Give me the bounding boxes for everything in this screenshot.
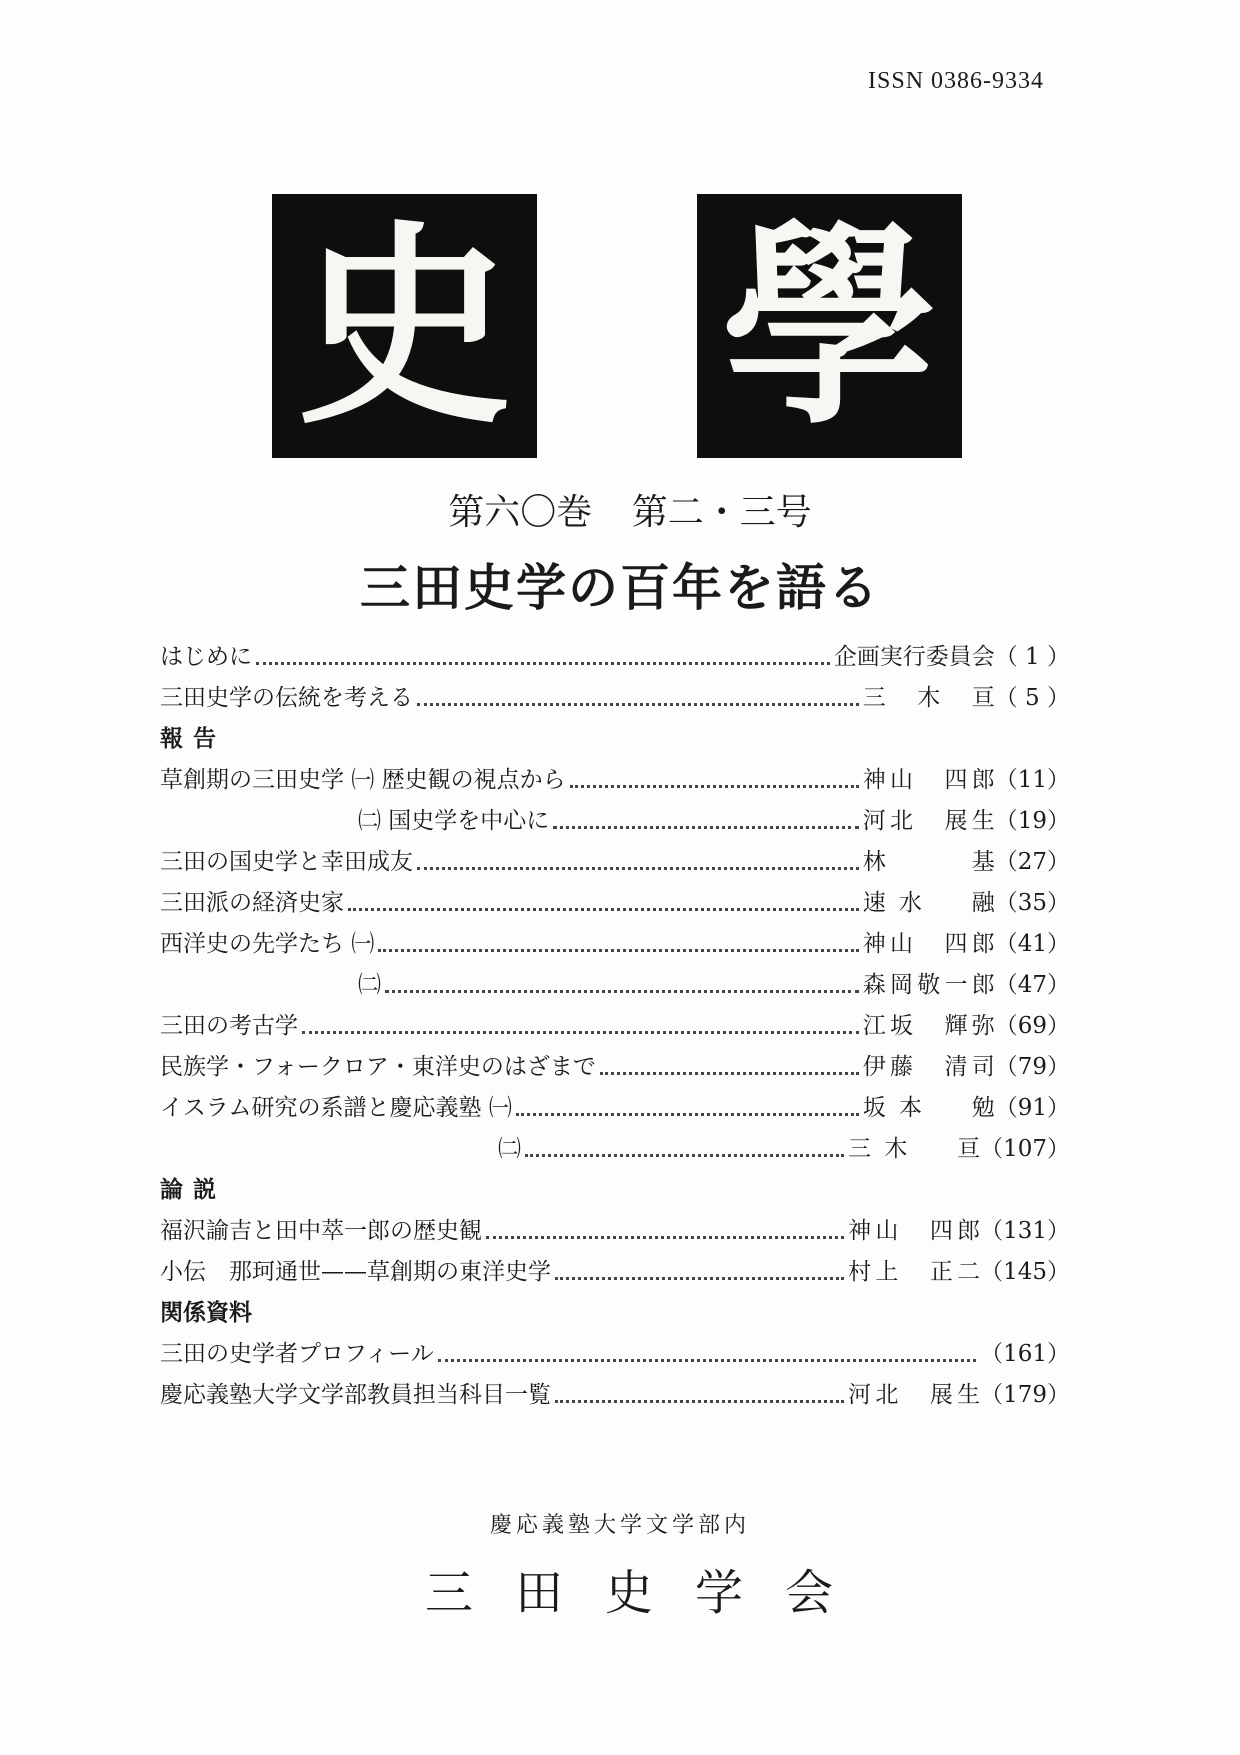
table-of-contents: [160, 630, 1070, 1409]
section-heading-report: [160, 712, 1070, 753]
leader-dots: [417, 703, 859, 706]
toc-entry[interactable]: [160, 1122, 1070, 1163]
journal-logo-left: [272, 194, 537, 458]
leader-dots: [555, 1277, 844, 1280]
toc-entry[interactable]: [160, 835, 1070, 876]
toc-entry-title: 民族学・フォークロア・東洋史のはざまで: [160, 1054, 596, 1080]
toc-entry-title: イスラム研究の系譜と慶応義塾 ㈠: [160, 1095, 512, 1121]
toc-entry[interactable]: [160, 876, 1070, 917]
leader-dots: [385, 990, 859, 993]
leader-dots: [553, 826, 858, 829]
toc-entry[interactable]: [160, 1245, 1070, 1286]
toc-entry[interactable]: [160, 1040, 1070, 1081]
leader-dots: [555, 1400, 844, 1403]
toc-entry-title: 慶応義塾大学文学部教員担当科目一覧: [160, 1382, 551, 1408]
toc-entry-author: 江坂 輝弥: [862, 1013, 995, 1039]
toc-entry-author: 神山 四郎: [848, 1218, 981, 1244]
leader-dots: [525, 1154, 844, 1157]
issue-number: 第二・三号: [631, 492, 812, 533]
toc-entry[interactable]: [160, 958, 1070, 999]
toc-entry-author: 森岡敬一郎: [862, 972, 995, 998]
logo-char-right: 學: [722, 199, 937, 453]
toc-entry-author: 河北 展生: [862, 808, 995, 834]
toc-entry-title: 三田の考古学: [160, 1013, 298, 1039]
journal-logo-right: [697, 194, 962, 458]
toc-entry[interactable]: [160, 630, 1070, 671]
section-heading-essay: [160, 1163, 1070, 1204]
toc-entry-page: （145）: [980, 1259, 1070, 1285]
publisher-affiliation: 慶応義塾大学文学部内: [489, 1513, 750, 1538]
logo-char-left: 史: [297, 199, 512, 453]
toc-entry-author: 伊藤 清司: [862, 1054, 995, 1080]
toc-entry-page: （35）: [994, 890, 1070, 916]
toc-entry-author: 神山 四郎: [862, 931, 995, 957]
toc-entry-page: （ 1 ）: [994, 644, 1070, 670]
toc-entry-page: （41）: [994, 931, 1070, 957]
leader-dots: [516, 1113, 859, 1116]
toc-entry-title: 草創期の三田史学 ㈠ 歴史観の視点から: [160, 767, 566, 793]
toc-group-top: [160, 630, 1070, 712]
toc-entry[interactable]: [160, 794, 1070, 835]
toc-entry-page: （47）: [994, 972, 1070, 998]
toc-entry-author: 村上 正二: [848, 1259, 981, 1285]
leader-dots: [438, 1359, 976, 1362]
toc-entry-page: （19）: [994, 808, 1070, 834]
toc-entry-author: 神山 四郎: [862, 767, 995, 793]
leader-dots: [302, 1031, 859, 1034]
volume-number: 第六〇巻: [448, 492, 593, 533]
toc-entry-title: はじめに: [160, 644, 252, 670]
toc-entry-author: 企画実行委員会: [833, 644, 995, 670]
leader-dots: [486, 1236, 844, 1239]
leader-dots: [417, 867, 859, 870]
toc-entry-title: 三田の史学者プロフィール: [160, 1341, 434, 1367]
toc-group-materials: [160, 1327, 1070, 1409]
toc-entry-author: 三木 亘: [848, 1136, 981, 1162]
toc-entry-title: ㈡: [498, 1136, 521, 1162]
toc-entry-page: （79）: [994, 1054, 1070, 1080]
toc-group-essay: [160, 1204, 1070, 1286]
publisher-name: 三田史学会: [424, 1565, 875, 1621]
toc-entry-title: 三田派の経済史家: [160, 890, 344, 916]
toc-entry-author: 林 基: [862, 849, 995, 875]
leader-dots: [570, 785, 859, 788]
toc-entry-page: （161）: [980, 1341, 1070, 1367]
section-heading-label: 関係資料: [160, 1299, 252, 1326]
toc-entry-title: 小伝 那珂通世——草創期の東洋史学: [160, 1259, 551, 1285]
toc-entry[interactable]: [160, 753, 1070, 794]
volume-line: [0, 484, 1240, 535]
toc-group-report: [160, 753, 1070, 1163]
toc-entry-title: ㈡ 国史学を中心に: [358, 808, 550, 834]
toc-entry-title: 三田の国史学と幸田成友: [160, 849, 413, 875]
leader-dots: [256, 662, 830, 665]
section-heading-label: 論説: [160, 1176, 226, 1203]
toc-entry[interactable]: [160, 1327, 1070, 1368]
section-heading-label: 報告: [160, 725, 226, 752]
issue-title: 三田史学の百年を語る: [360, 558, 880, 617]
toc-entry-page: （131）: [980, 1218, 1070, 1244]
toc-entry-page: （27）: [994, 849, 1070, 875]
leader-dots: [600, 1072, 859, 1075]
toc-entry-author: 三 木 亘: [862, 685, 995, 711]
toc-entry-title: ㈡: [358, 972, 381, 998]
toc-entry[interactable]: [160, 1081, 1070, 1122]
toc-entry[interactable]: [160, 999, 1070, 1040]
toc-entry[interactable]: [160, 1204, 1070, 1245]
toc-entry-page: （91）: [994, 1095, 1070, 1121]
toc-entry-author: 坂本 勉: [862, 1095, 995, 1121]
toc-entry[interactable]: [160, 1368, 1070, 1409]
toc-entry-author: 河北 展生: [848, 1382, 981, 1408]
toc-entry-title: 福沢諭吉と田中萃一郎の歴史観: [160, 1218, 482, 1244]
toc-entry-page: （ 5 ）: [994, 685, 1070, 711]
toc-entry-page: （107）: [980, 1136, 1070, 1162]
toc-entry-page: （69）: [994, 1013, 1070, 1039]
issn-number: ISSN 0386-9334: [868, 68, 1045, 94]
section-heading-materials: [160, 1286, 1070, 1327]
toc-entry-title: 三田史学の伝統を考える: [160, 685, 413, 711]
toc-entry-page: （179）: [980, 1382, 1070, 1408]
toc-entry-author: 速水 融: [862, 890, 995, 916]
toc-entry[interactable]: [160, 917, 1070, 958]
toc-entry-title: 西洋史の先学たち ㈠: [160, 931, 375, 957]
leader-dots: [348, 908, 859, 911]
toc-entry[interactable]: [160, 671, 1070, 712]
leader-dots: [378, 949, 858, 952]
toc-entry-page: （11）: [994, 767, 1070, 793]
